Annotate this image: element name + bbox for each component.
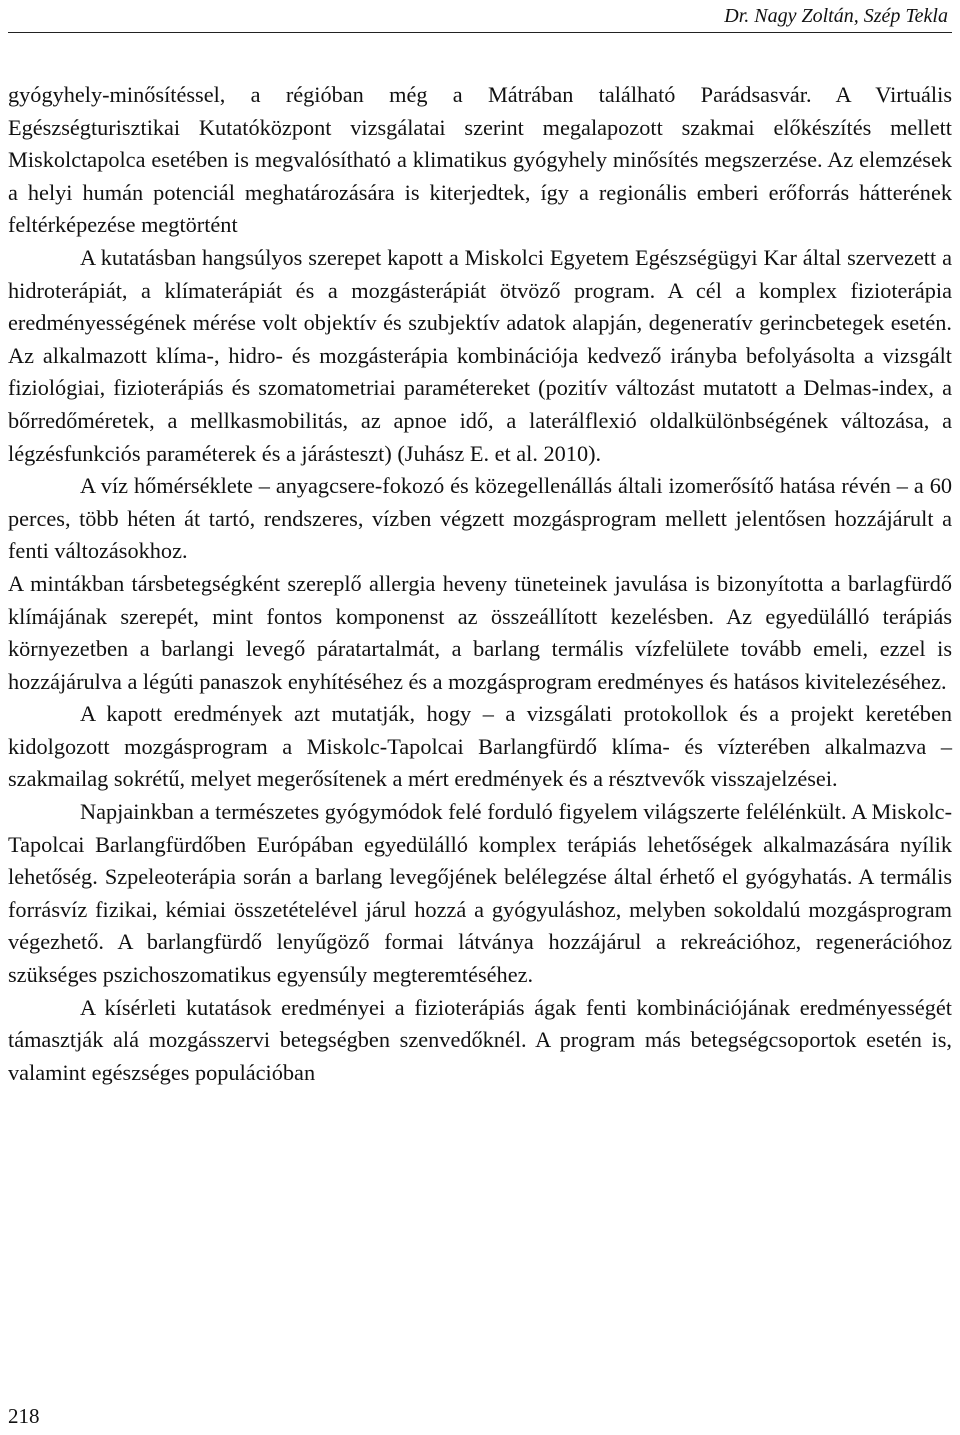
paragraph: A kutatásban hangsúlyos szerepet kapott a Miskolci Egyetem Egészségügyi Kar által szervezett a hidroterápiát, a klímaterápiát és a mozgásterápiát ötvöző program. A cél a komplex fizioterápia eredményességének mérése volt objektív és szubjektív adatok alapján, degeneratív gerincbetegek esetén. Az alkalmazott klíma-, hidro- és mozgásterápia kombinációja kedvező irányba befolyásolta a vizsgált fiziológiai, fizioterápiás és szomatometriai paramétereket (pozitív változást mutatott a Delmas-index, a bőrredőméretek, a mellkasmobilitás, az apnoe idő, a laterálflexió oldalkülönbségének változása, a légzésfunkciós paraméterek és a járásteszt) (Juhász E. et al. 2010). bbox=[8, 244, 952, 466]
body-text bbox=[8, 79, 952, 1089]
page-number: 218 bbox=[8, 1404, 40, 1428]
paragraph: A kapott eredmények azt mutatják, hogy – a vizsgálati protokollok és a projekt keretében kidolgozott mozgásprogram a Miskolc-Tapolcai Barlangfürdő klíma- és vízterében alkalmazva – szakmailag sokrétű, melyet megerősítenek a mért eredmények és a résztvevők visszajelzései. bbox=[8, 701, 952, 792]
paragraph: A mintákban társbetegségként szereplő allergia heveny tüneteinek javulása is bizonyította a barlagfürdő klímájának szerepét, mint fontos komponenst az összeállított kezelésben. Az egyedülálló terápiás környezetben a barlangi levegő páratartalmát, a barlang termális vízfelülete tovább emeli, ezzel is hozzájárulva a légúti panaszok enyhítéséhez és a mozgásprogram eredményes és hatásos kivitelezéséhez. bbox=[8, 570, 952, 694]
paragraph-continuation: gyógyhely-minősítéssel, a régióban még a Mátrában található Parádsasvár. A Virtuális Egészségturisztikai Kutatóközpont vizsgálatai szerint megalapozott szakmai előkészítés mellett Miskolctapolca esetében is megvalósítható a klimatikus gyógyhely minősítés megszerzése. Az elemzések a helyi humán potenciál meghatározására is kiterjedtek, így a regionális emberi erőforrás hátterének feltérképezése megtörtént bbox=[8, 82, 952, 238]
paragraph: A kísérleti kutatások eredményei a fizioterápiás ágak fenti kombinációjának eredményességét támasztják alá mozgásszervi betegségben szenvedőknél. A program más betegségcsoportok esetén is, valamint egészséges populációban bbox=[8, 994, 952, 1085]
paragraph: A víz hőmérséklete – anyagcsere-fokozó és közegellenállás általi izomerősítő hatása révén – a 60 perces, több héten át tartó, rendszeres, vízben végzett mozgásprogram mellett jelentősen hozzájárult a fenti változásokhoz. bbox=[8, 473, 952, 564]
running-title: Dr. Nagy Zoltán, Szép Tekla bbox=[724, 5, 948, 27]
header-rule bbox=[8, 32, 952, 33]
paragraph: Napjainkban a természetes gyógymódok felé forduló figyelem világszerte felélénkült. A Miskolc-Tapolcai Barlangfürdőben Európában egyedülálló komplex terápiás lehetőségek alkalmazására nyílik lehetőség. Szpeleoterápia során a barlang levegőjének belélegzése által érhető el gyógyhatás. A termális forrásvíz fizikai, kémiai összetételével járul hozzá a gyógyuláshoz, melyben sokoldalú mozgásprogram végezhető. A barlangfürdő lenyűgöző formai látványa hozzájárul a rekreációhoz, regenerációhoz szükséges pszichoszomatikus egyensúly megteremtéséhez. bbox=[8, 799, 952, 988]
running-header bbox=[0, 0, 960, 34]
